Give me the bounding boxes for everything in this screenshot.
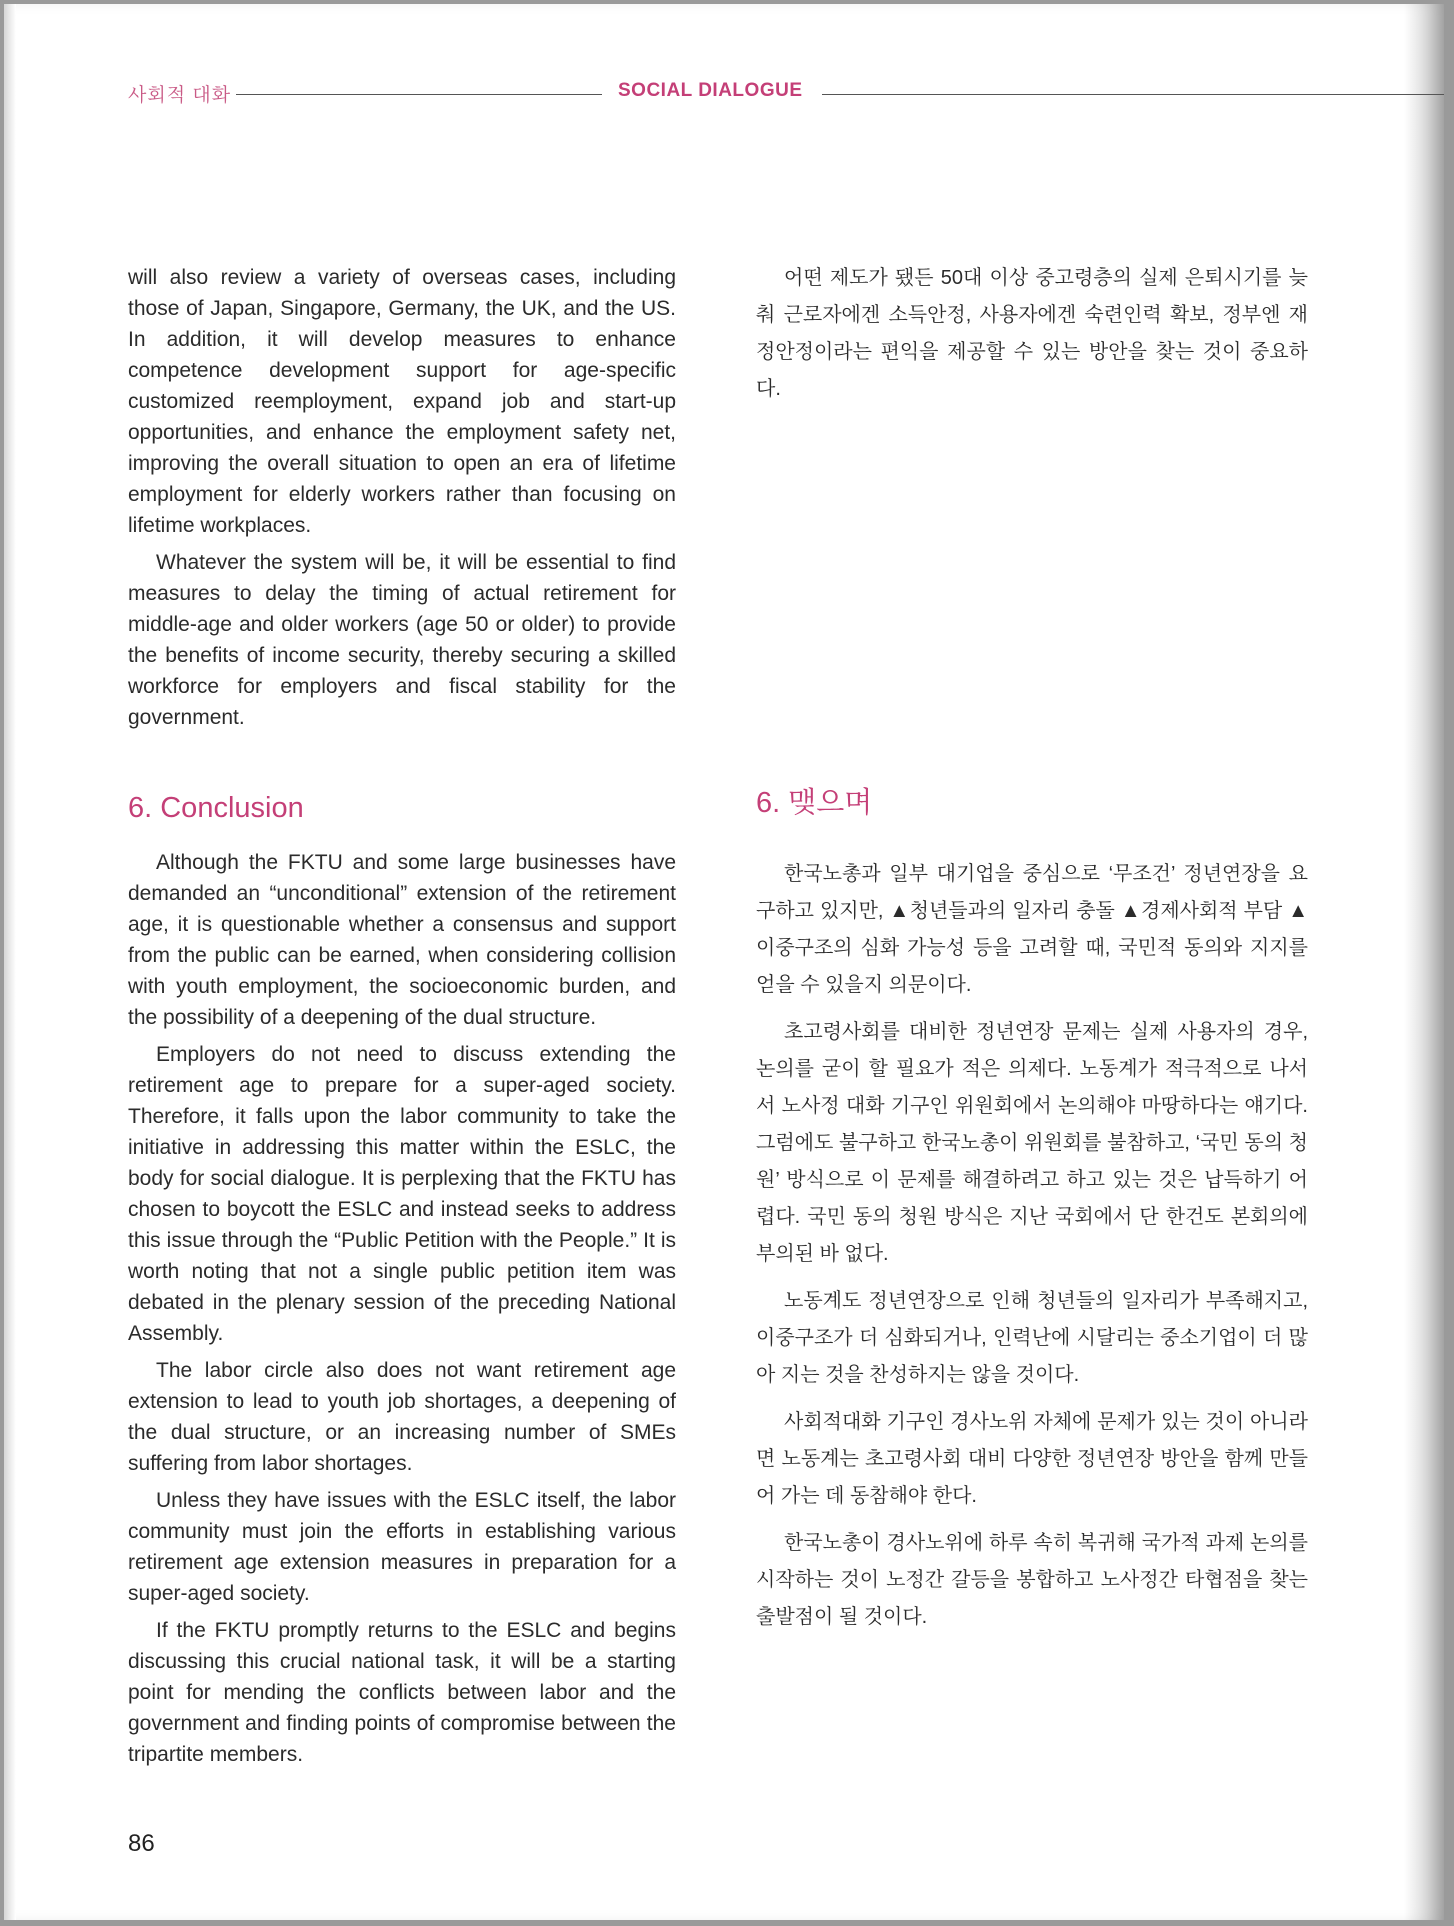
running-header <box>4 80 1444 110</box>
paragraph: 초고령사회를 대비한 정년연장 문제는 실제 사용자의 경우, 논의를 굳이 할 필요가 적은 의제다. 노동계가 적극적으로 나서서 노사정 대화 기구인 위원회에서 논의해야 마땅하다는 얘기다. 그럼에도 불구하고 한국노총이 위원회를 불참하고, ‘국민 동의 청원’ 방식으로 이 문제를 해결하려고 하고 있는 것은 납득하기 어렵다. 국민 동의 청원 방식은 지난 국회에서 단 한건도 본회의에 부의된 바 없다. <box>756 1021 1308 1265</box>
paragraph: Unless they have issues with the ESLC itself, the labor community must join the efforts in establishing various retirement age extension measures in preparation for a super-aged society. <box>128 1489 676 1605</box>
right-column-intro <box>756 260 1308 418</box>
right-column-section <box>756 856 1308 1646</box>
left-column-section <box>128 847 676 1776</box>
header-rule-left <box>236 94 602 95</box>
paragraph: 한국노총과 일부 대기업을 중심으로 ‘무조건’ 정년연장을 요구하고 있지만, ▲청년들과의 일자리 충돌 ▲경제사회적 부담 ▲이중구조의 심화 가능성 등을 고려할 때, 국민적 동의와 지지를 얻을 수 있을지 의문이다. <box>756 863 1308 996</box>
header-english-title: SOCIAL DIALOGUE <box>618 80 803 101</box>
header-rule-right <box>822 94 1444 95</box>
paragraph: will also review a variety of overseas cases, including those of Japan, Singapore, Germany, the UK, and the US. In addition, it will develop measures to enhance competence development support for age-specific customized reemployment, expand job and start-up opportunities, and enhance the employment safety net, improving the overall situation to open an era of lifetime employment for elderly workers rather than focusing on lifetime workplaces. <box>128 266 676 537</box>
section-heading-english: 6. Conclusion <box>128 792 304 824</box>
page-binding-shadow <box>4 4 16 1920</box>
paragraph: The labor circle also does not want retirement age extension to lead to youth job shortages, a deepening of the dual structure, or an increasing number of SMEs suffering from labor shortages. <box>128 1359 676 1475</box>
section-heading-korean: 6. 맺으며 <box>756 787 873 819</box>
paragraph: 어떤 제도가 됐든 50대 이상 중고령층의 실제 은퇴시기를 늦춰 근로자에겐 소득안정, 사용자에겐 숙련인력 확보, 정부엔 재정안정이라는 편익을 제공할 수 있는 방안을 찾는 것이 중요하다. <box>756 267 1308 400</box>
page-number: 86 <box>128 1830 155 1857</box>
paragraph: 사회적대화 기구인 경사노위 자체에 문제가 있는 것이 아니라면 노동계는 초고령사회 대비 다양한 정년연장 방안을 함께 만들어 가는 데 동참해야 한다. <box>756 1411 1308 1507</box>
document-page <box>4 4 1444 1920</box>
paragraph: 한국노총이 경사노위에 하루 속히 복귀해 국가적 과제 논의를 시작하는 것이 노정간 갈등을 봉합하고 노사정간 타협점을 찾는 출발점이 될 것이다. <box>756 1532 1308 1628</box>
header-korean-title: 사회적 대화 <box>128 85 232 106</box>
paragraph: 노동계도 정년연장으로 인해 청년들의 일자리가 부족해지고, 이중구조가 더 심화되거나, 인력난에 시달리는 중소기업이 더 많아 지는 것을 찬성하지는 않을 것이다. <box>756 1290 1308 1386</box>
paragraph: Although the FKTU and some large businesses have demanded an “unconditional” extension of the retirement age, it is questionable whether a consensus and support from the public can be earned, when considering collision with youth employment, the socioeconomic burden, and the possibility of a deepening of the dual structure. <box>128 851 676 1029</box>
left-column-intro <box>128 262 676 739</box>
paragraph: Employers do not need to discuss extending the retirement age to prepare for a super-aged society. Therefore, it falls upon the labor community to take the initiative in addressing this matter within the ESLC, the body for social dialogue. It is perplexing that the FKTU has chosen to boycott the ESLC and instead seeks to address this issue through the “Public Petition with the People.” It is worth noting that not a single public petition item was debated in the plenary session of the preceding National Assembly. <box>128 1043 676 1345</box>
paragraph: Whatever the system will be, it will be essential to find measures to delay the timing of actual retirement for middle-age and older workers (age 50 or older) to provide the benefits of income security, thereby securing a skilled workforce for employers and fiscal stability for the government. <box>128 551 676 729</box>
page-edge-shadow <box>1404 4 1444 1920</box>
paragraph: If the FKTU promptly returns to the ESLC and begins discussing this crucial national task, it will be a starting point for mending the conflicts between labor and the government and finding points of compromise between the tripartite members. <box>128 1619 676 1766</box>
